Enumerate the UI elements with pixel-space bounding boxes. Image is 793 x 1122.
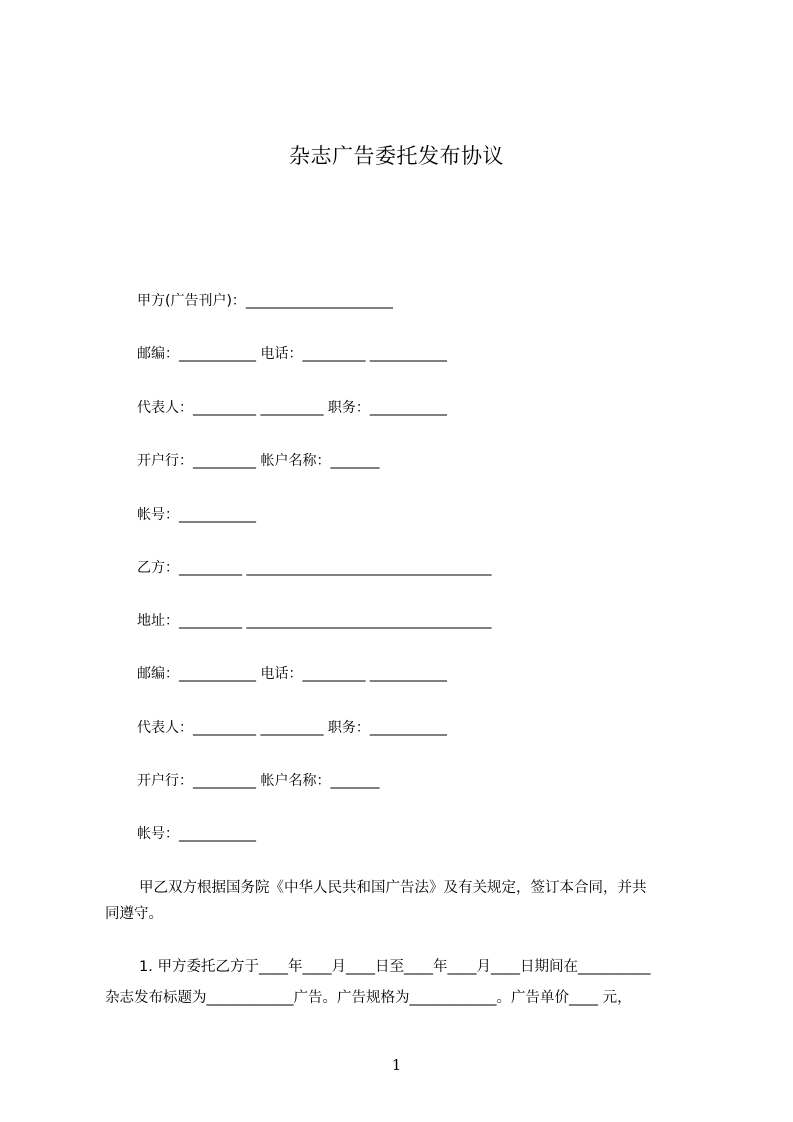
page-number: 1: [391, 1056, 402, 1074]
party-b-representative-field: 代表人：_________ _________ 职务：___________: [137, 720, 447, 736]
document-title: 杂志广告委托发布协议: [289, 144, 504, 168]
clause-1-line-1: 1. 甲方委托乙方于____年____月____日至____年____月____日期间在__________: [139, 959, 651, 975]
party-a-postcode-phone-field: 邮编：___________ 电话：_________ ___________: [137, 346, 447, 362]
party-b-address-field: 地址：_________ ___________________________________: [137, 613, 492, 629]
party-b-bank-field: 开户行：_________ 帐户名称：_______: [137, 773, 380, 789]
party-b-account-field: 帐号：___________: [137, 826, 256, 842]
intro-paragraph-line-1: 甲乙双方根据国务院《中华人民共和国广告法》及有关规定，签订本合同，并共: [139, 880, 647, 896]
party-a-name-field: 甲方(广告刊户)：_____________________: [137, 293, 393, 309]
party-b-name-field: 乙方：_________ ___________________________________: [137, 560, 492, 576]
intro-paragraph-line-2: 同遵守。: [105, 906, 163, 922]
clause-1-line-2: 杂志发布标题为____________广告。广告规格为____________。广告单价____ 元，: [105, 990, 632, 1006]
party-b-postcode-phone-field: 邮编：___________ 电话：_________ ___________: [137, 666, 447, 682]
party-a-representative-field: 代表人：_________ _________ 职务：___________: [137, 400, 447, 416]
party-a-account-field: 帐号：___________: [137, 507, 256, 523]
party-a-bank-field: 开户行：_________ 帐户名称：_______: [137, 453, 380, 469]
